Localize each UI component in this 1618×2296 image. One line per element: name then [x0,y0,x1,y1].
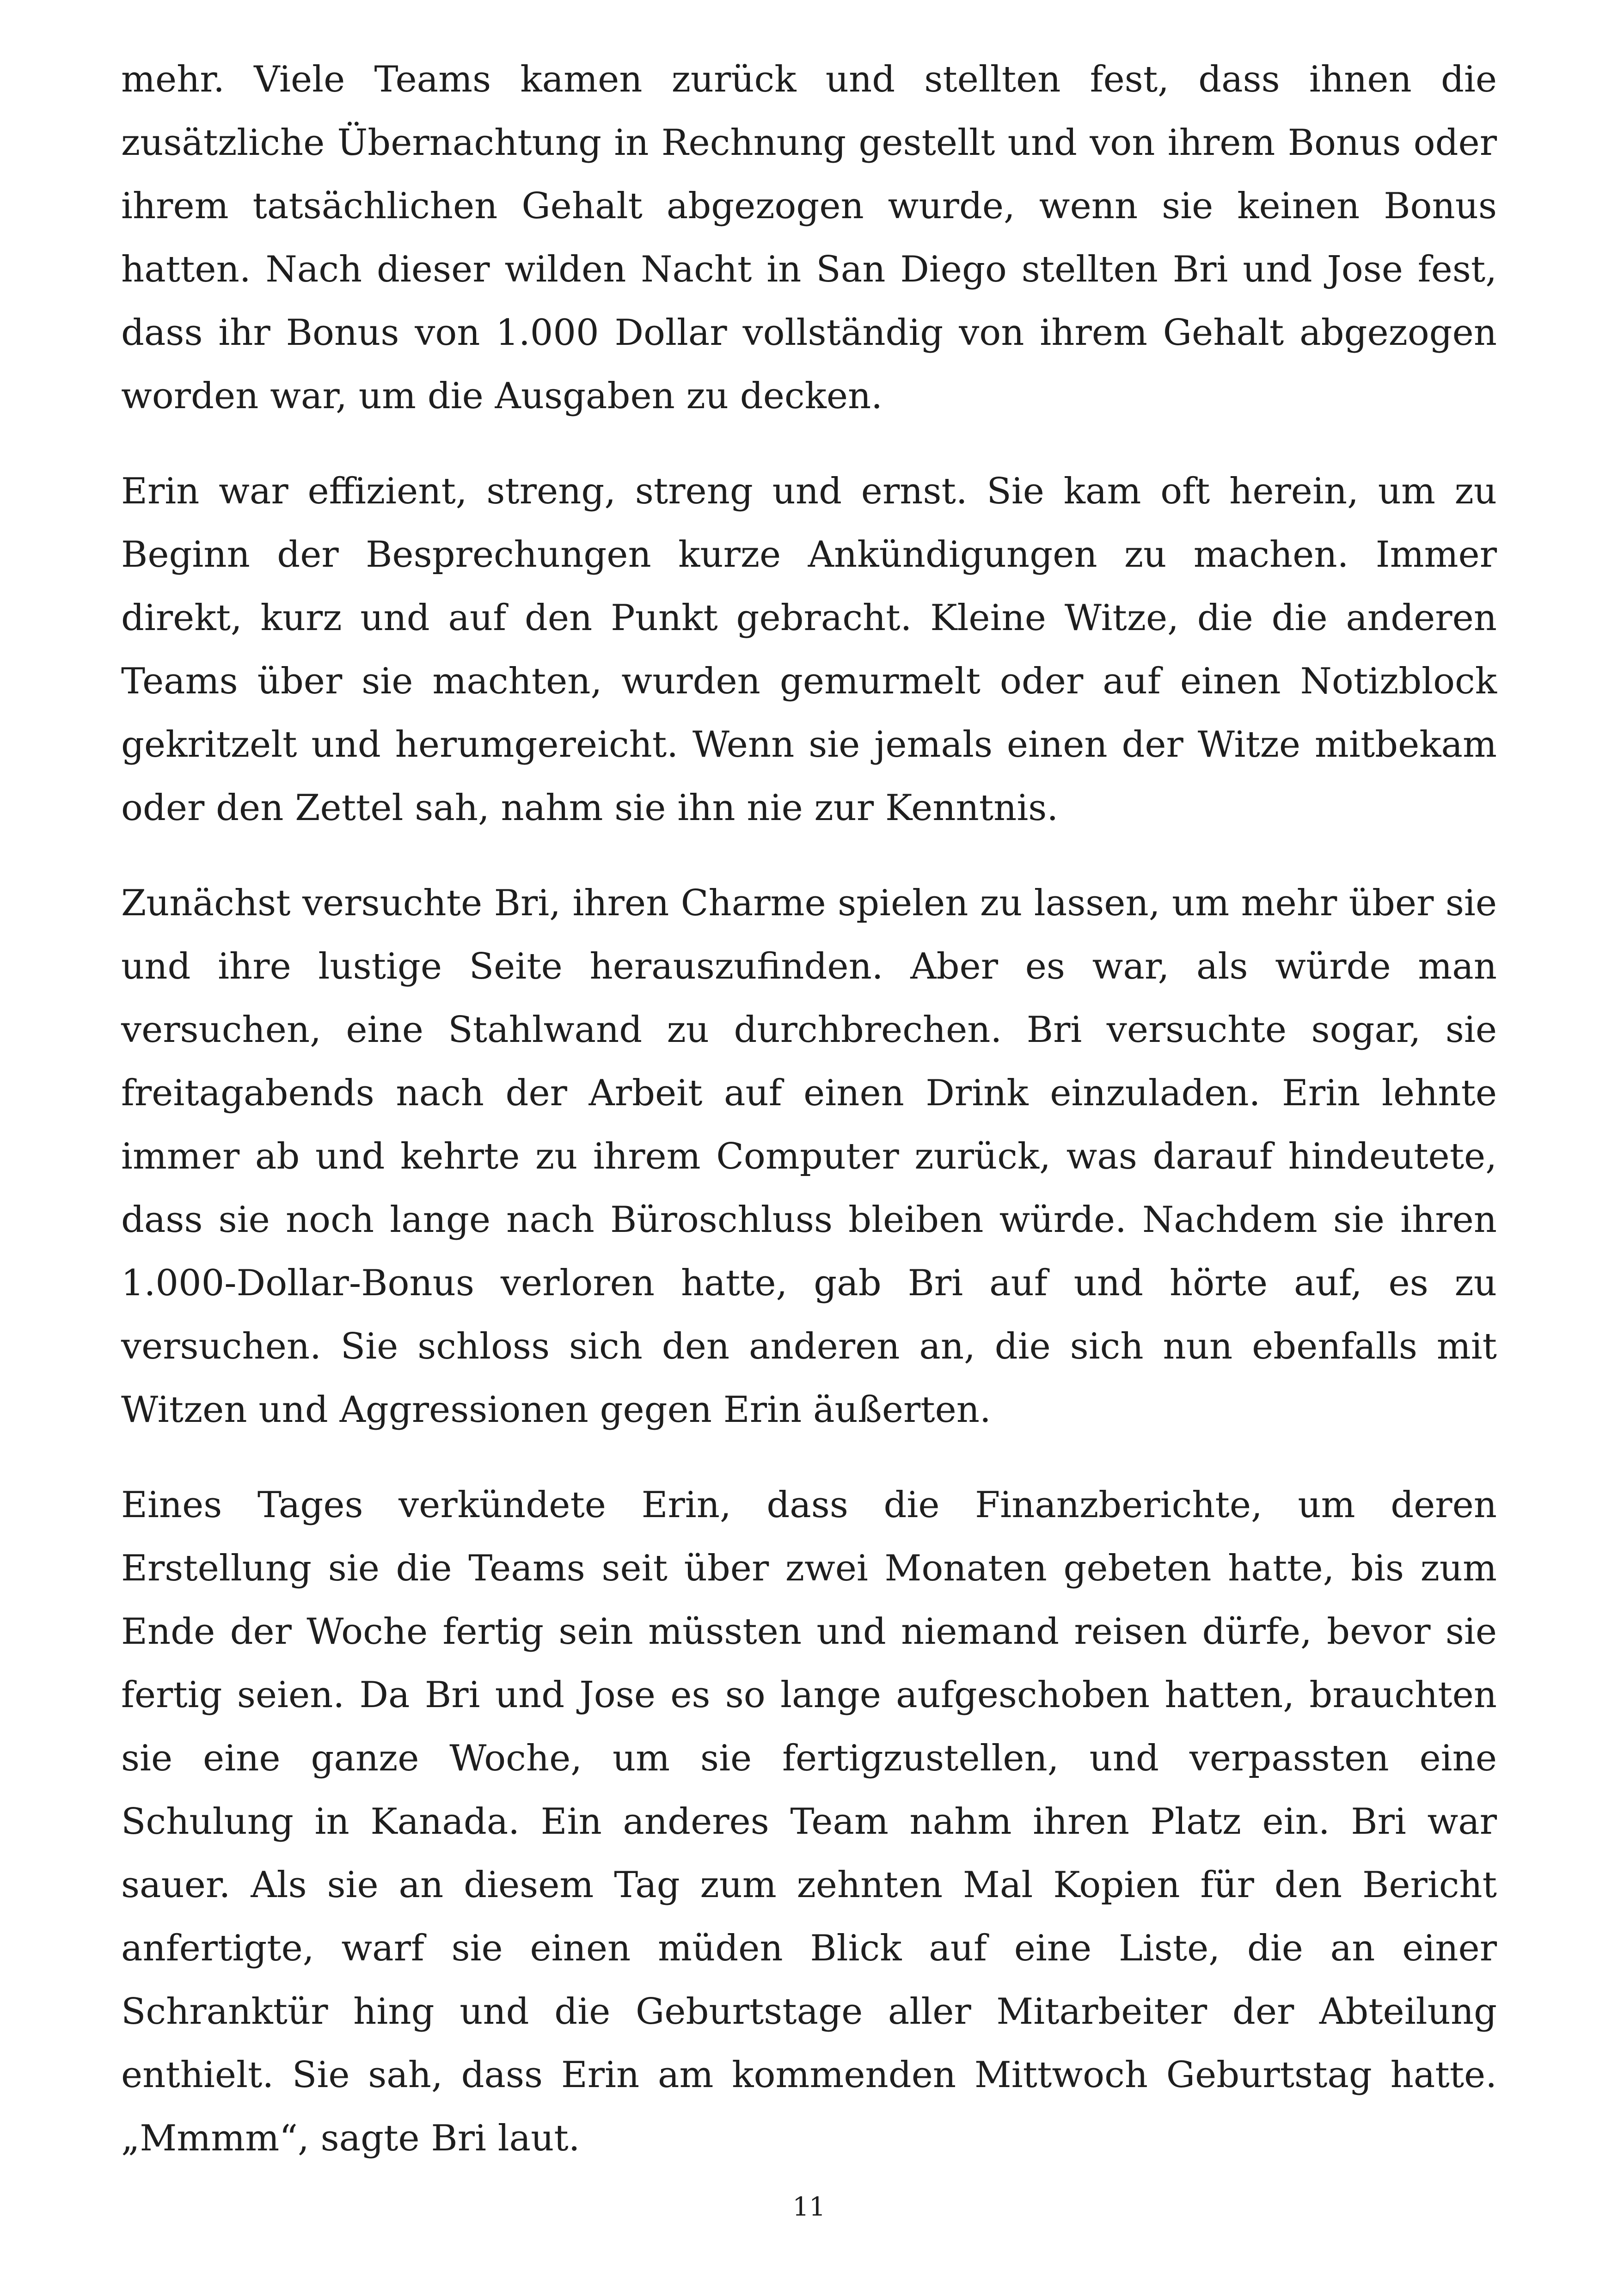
paragraph-2: Erin war effizient, streng, streng und ernst. Sie kam oft herein, um zu Beginn der Besprechungen kurze Ankündigungen zu machen. Immer direkt, kurz und auf den Punkt gebracht. Kleine Witze, die die anderen Teams über sie machten, wurden gemurmelt oder auf einen Notizblock gekritzelt und herumgereicht. Wenn sie jemals einen der Witze mitbekam oder den Zettel sah, nahm sie ihn nie zur Kenntnis. [121,471,1497,829]
paragraph-1: mehr. Viele Teams kamen zurück und stellten fest, dass ihnen die zusätzliche Übernachtung in Rechnung gestellt und von ihrem Bonus oder ihrem tatsächlichen Gehalt abgezogen wurde, wenn sie keinen Bonus hatten. Nach dieser wilden Nacht in San Diego stellten Bri und Jose fest, dass ihr Bonus von 1.000 Dollar vollständig von ihrem Gehalt abgezogen worden war, um die Ausgaben zu decken. [121,59,1497,417]
paragraph-3: Zunächst versuchte Bri, ihren Charme spielen zu lassen, um mehr über sie und ihre lustige Seite herauszufinden. Aber es war, als würde man versuchen, eine Stahlwand zu durchbrechen. Bri versuchte sogar, sie freitagabends nach der Arbeit auf einen Drink einzuladen. Erin lehnte immer ab und kehrte zu ihrem Computer zurück, was darauf hindeutete, dass sie noch lange nach Büroschluss bleiben würde. Nachdem sie ihren 1.000-Dollar-Bonus verloren hatte, gab Bri auf und hörte auf, es zu versuchen. Sie schloss sich den anderen an, die sich nun ebenfalls mit Witzen und Aggressionen gegen Erin äußerten. [121,882,1497,1431]
body-text [121,48,1497,2202]
paragraph-4: Eines Tages verkündete Erin, dass die Finanzberichte, um deren Erstellung sie die Teams seit über zwei Monaten gebeten hatte, bis zum Ende der Woche fertig sein müssten und niemand reisen dürfe, bevor sie fertig seien. Da Bri und Jose es so lange aufgeschoben hatten, brauchten sie eine ganze Woche, um sie fertigzustellen, und verpassten eine Schulung in Kanada. Ein anderes Team nahm ihren Platz ein. Bri war sauer. Als sie an diesem Tag zum zehnten Mal Kopien für den Bericht anfertigte, warf sie einen müden Blick auf eine Liste, die an einer Schranktür hing und die Geburtstage aller Mitarbeiter der Abteilung enthielt. Sie sah, dass Erin am kommenden Mittwoch Geburtstag hatte. „Mmmm“, sagte Bri laut. [121,1484,1497,2159]
page-number: 11 [792,2192,826,2222]
